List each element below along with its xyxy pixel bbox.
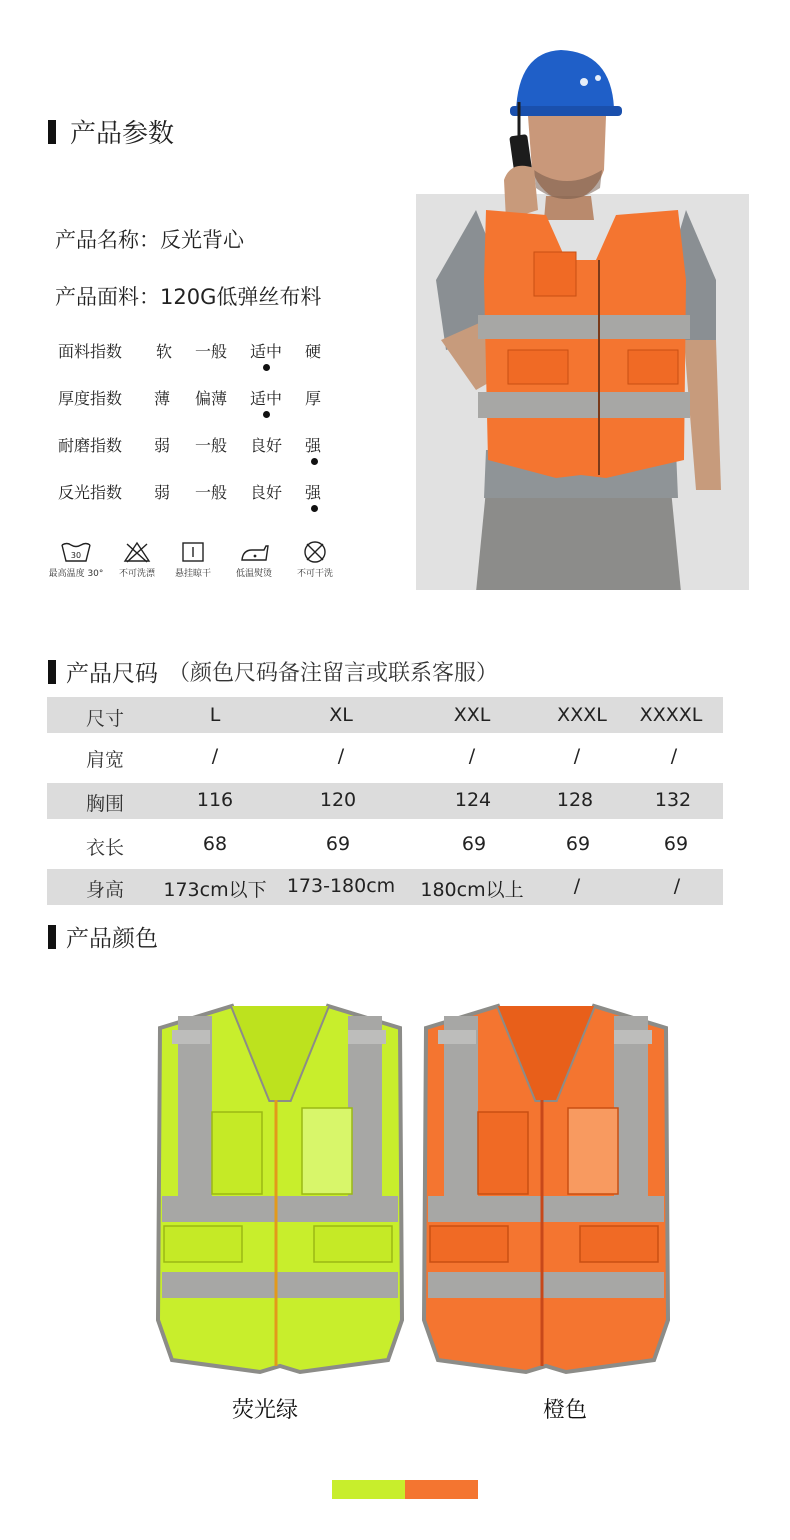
title-marker [48,660,56,684]
table-cell: XXXXL [639,704,703,726]
rating-indicator-dot [311,458,318,465]
table-cell: / [673,875,681,897]
no-dry-clean-icon [300,540,330,564]
row-label: 肩宽 [85,749,125,771]
rating-option: 一般 [195,436,228,455]
table-cell: / [211,745,219,767]
rating-option: 一般 [195,342,228,361]
table-cell: / [337,745,345,767]
care-label: 不可洗漂 [118,569,155,579]
low-iron-icon [237,540,271,564]
rating-indicator-dot [263,411,270,418]
title-marker [48,120,56,144]
row-label: 胸围 [85,793,125,815]
row-label: 尺寸 [85,708,125,730]
vest-image-green [150,1000,410,1380]
table-cell: 124 [454,789,492,811]
table-cell: XXXL [557,704,607,726]
rating-option: 一般 [195,483,228,502]
rating-option: 强 [305,436,322,455]
color-title: 产品颜色 [66,926,158,952]
table-cell: L [209,704,221,726]
no-bleach-icon [122,540,152,564]
table-row-chest [47,783,723,819]
vest-image-orange [416,1000,676,1380]
rating-row-abrasion [58,433,358,473]
table-cell: 69 [663,833,689,855]
helmet-icon [516,50,614,112]
color-name-green: 荧光绿 [231,1398,299,1423]
params-section-title [48,113,174,150]
size-table [47,697,723,905]
table-cell: 69 [325,833,351,855]
rating-label: 厚度指数 [58,389,123,408]
care-no-dry-clean [282,540,348,579]
table-row-length [47,819,723,869]
table-cell: 68 [202,833,228,855]
table-row-height [47,869,723,905]
color-section-title [48,920,158,953]
rating-option: 适中 [250,389,283,408]
table-cell: XL [329,704,353,726]
model-photo [416,20,749,592]
row-label: 衣长 [85,837,125,859]
table-row-size [47,697,723,733]
table-cell: 69 [565,833,591,855]
care-label: 低温熨烫 [235,569,272,579]
table-cell: 173cm以下 [163,879,267,901]
care-label: 不可干洗 [296,569,333,579]
swatch-green [332,1480,405,1499]
table-cell: / [670,745,678,767]
rating-label: 反光指数 [58,483,123,502]
rating-option: 厚 [305,389,322,408]
wash-30-icon [59,540,93,564]
care-label: 最高温度 30° [48,569,104,579]
rating-option: 适中 [250,342,283,361]
table-row-shoulder [47,733,723,783]
rating-option: 弱 [154,483,171,502]
table-cell: / [573,745,581,767]
rating-option: 软 [156,342,173,361]
size-title: 产品尺码 [66,661,158,687]
table-cell: 120 [319,789,357,811]
wash-temp-number: 30 [70,551,82,560]
table-cell: 69 [461,833,487,855]
size-section-title [48,655,498,688]
table-cell: / [573,875,581,897]
rating-row-thickness [58,386,358,426]
rating-option: 硬 [305,342,322,361]
rating-label: 面料指数 [58,342,123,361]
care-label: 悬挂晾干 [174,569,211,579]
rating-option: 薄 [154,389,171,408]
size-note: （颜色尺码备注留言或联系客服） [168,661,499,686]
rating-label: 耐磨指数 [58,436,123,455]
rating-row-softness [58,339,358,379]
table-cell: 128 [556,789,594,811]
swatch-orange [405,1480,478,1499]
rating-option: 偏薄 [195,389,228,408]
product-name: 产品名称：反光背心 [55,228,244,252]
title-marker [48,925,56,949]
rating-indicator-dot [263,364,270,371]
hang-dry-icon [180,540,206,564]
care-wash-30 [43,540,109,579]
rating-row-reflective [58,480,358,520]
table-cell: / [468,745,476,767]
color-name-orange: 橙色 [542,1398,588,1423]
rating-indicator-dot [311,505,318,512]
rating-option: 良好 [250,483,283,502]
care-low-iron [221,540,287,579]
table-cell: 173-180cm [286,875,396,897]
care-hang-dry [160,540,226,579]
rating-option: 强 [305,483,322,502]
table-cell: 132 [654,789,692,811]
table-cell: 116 [196,789,234,811]
product-fabric: 产品面料：120G低弹丝布料 [55,285,322,309]
table-cell: XXL [453,704,491,726]
rating-option: 良好 [250,436,283,455]
row-label: 身高 [85,879,125,901]
table-cell: 180cm以上 [420,879,524,901]
rating-option: 弱 [154,436,171,455]
params-title: 产品参数 [70,119,175,149]
